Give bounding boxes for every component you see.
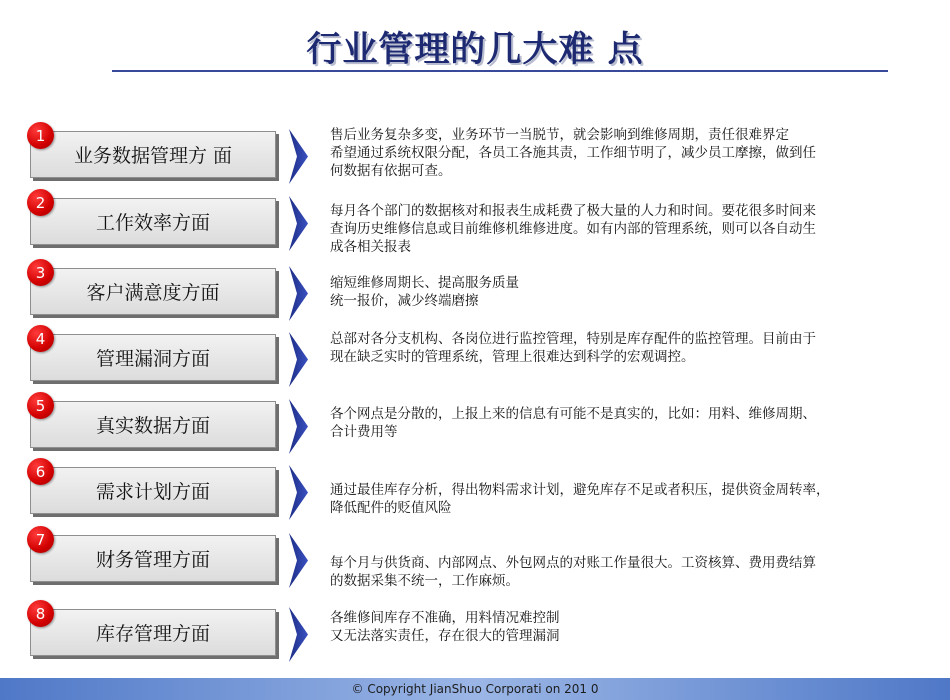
description-line: 查询历史维修信息或目前维修机维修进度。如有内部的管理系统，则可以各自动生 — [330, 221, 816, 237]
number-badge: 7 — [27, 526, 54, 553]
description-line: 各个网点是分散的，上报上来的信息有可能不是真实的，比如：用料、维修周期、 — [330, 406, 816, 422]
category-label-box — [30, 401, 276, 448]
number-badge: 8 — [27, 600, 54, 627]
row-1 — [0, 125, 950, 191]
category-label-box — [30, 198, 276, 245]
category-label-box — [30, 467, 276, 514]
number-badge: 2 — [27, 189, 54, 216]
description — [330, 405, 910, 441]
category-label: 财务管理方面 — [95, 549, 210, 571]
row-3 — [0, 262, 950, 328]
chevron-right-icon — [289, 332, 308, 387]
description — [330, 609, 910, 645]
category-label-box — [30, 609, 276, 656]
description-line: 每月各个部门的数据核对和报表生成耗费了极大量的人力和时间。要花很多时间来 — [330, 203, 816, 219]
category-label: 客户满意度方面 — [86, 282, 220, 304]
description — [330, 554, 910, 590]
category-label: 管理漏洞方面 — [95, 348, 210, 370]
description-line: 又无法落实责任，存在很大的管理漏洞 — [330, 628, 560, 644]
description-line: 缩短维修周期长、提高服务质量 — [330, 275, 519, 291]
description-line: 通过最佳库存分析，得出物料需求计划，避免库存不足或者积压，提供资金周转率， — [330, 482, 830, 498]
description-line: 希望通过系统权限分配，各员工各施其责，工作细节明了，减少员工摩擦，做到任 — [330, 145, 816, 161]
number-badge: 1 — [27, 122, 54, 149]
description-line: 售后业务复杂多变，业务环节一当脱节，就会影响到维修周期，责任很难界定 — [330, 127, 789, 143]
chevron-right-icon — [289, 266, 308, 321]
number-badge: 5 — [27, 392, 54, 419]
category-label: 真实数据方面 — [95, 415, 210, 437]
title-underline — [112, 70, 888, 72]
description-line: 合计费用等 — [330, 424, 398, 440]
category-label-box — [30, 268, 276, 315]
page-title: 行业管理的几大难 点 — [306, 30, 644, 70]
chevron-right-icon — [289, 533, 308, 588]
category-label: 需求计划方面 — [95, 481, 210, 503]
description-line: 的数据采集不统一，工作麻烦。 — [330, 573, 519, 589]
row-2 — [0, 192, 950, 258]
copyright-footer: © Copyright JianShuo Corporati on 201 0 — [0, 678, 950, 700]
description-line: 每个月与供货商、内部网点、外包网点的对账工作量很大。工资核算、费用费结算 — [330, 555, 816, 571]
description-line: 成各相关报表 — [330, 239, 411, 255]
description-line: 总部对各分支机构、各岗位进行监控管理，特别是库存配件的监控管理。目前由于 — [330, 331, 816, 347]
chevron-right-icon — [289, 399, 308, 454]
chevron-right-icon — [289, 607, 308, 662]
row-5 — [0, 395, 950, 461]
category-label-box — [30, 334, 276, 381]
description — [330, 274, 910, 310]
chevron-right-icon — [289, 129, 308, 184]
number-badge: 6 — [27, 458, 54, 485]
row-4 — [0, 328, 950, 394]
category-label: 库存管理方面 — [95, 623, 210, 645]
row-8 — [0, 603, 950, 669]
row-6 — [0, 461, 950, 527]
description-line: 何数据有依据可查。 — [330, 163, 452, 179]
category-label: 工作效率方面 — [95, 212, 210, 234]
category-label-box — [30, 131, 276, 178]
number-badge: 4 — [27, 325, 54, 352]
description-line: 降低配件的贬值风险 — [330, 500, 452, 516]
description-line: 统一报价，减少终端磨擦 — [330, 293, 479, 309]
chevron-right-icon — [289, 196, 308, 251]
number-badge: 3 — [27, 259, 54, 286]
description — [330, 126, 910, 180]
category-label: 业务数据管理方 面 — [73, 145, 233, 167]
description — [330, 202, 910, 256]
description — [330, 481, 910, 517]
chevron-right-icon — [289, 465, 308, 520]
description-line: 各维修间库存不准确，用料情况难控制 — [330, 610, 560, 626]
category-label-box — [30, 535, 276, 582]
description-line: 现在缺乏实时的管理系统，管理上很难达到科学的宏观调控。 — [330, 349, 695, 365]
description — [330, 330, 910, 366]
row-7 — [0, 529, 950, 595]
